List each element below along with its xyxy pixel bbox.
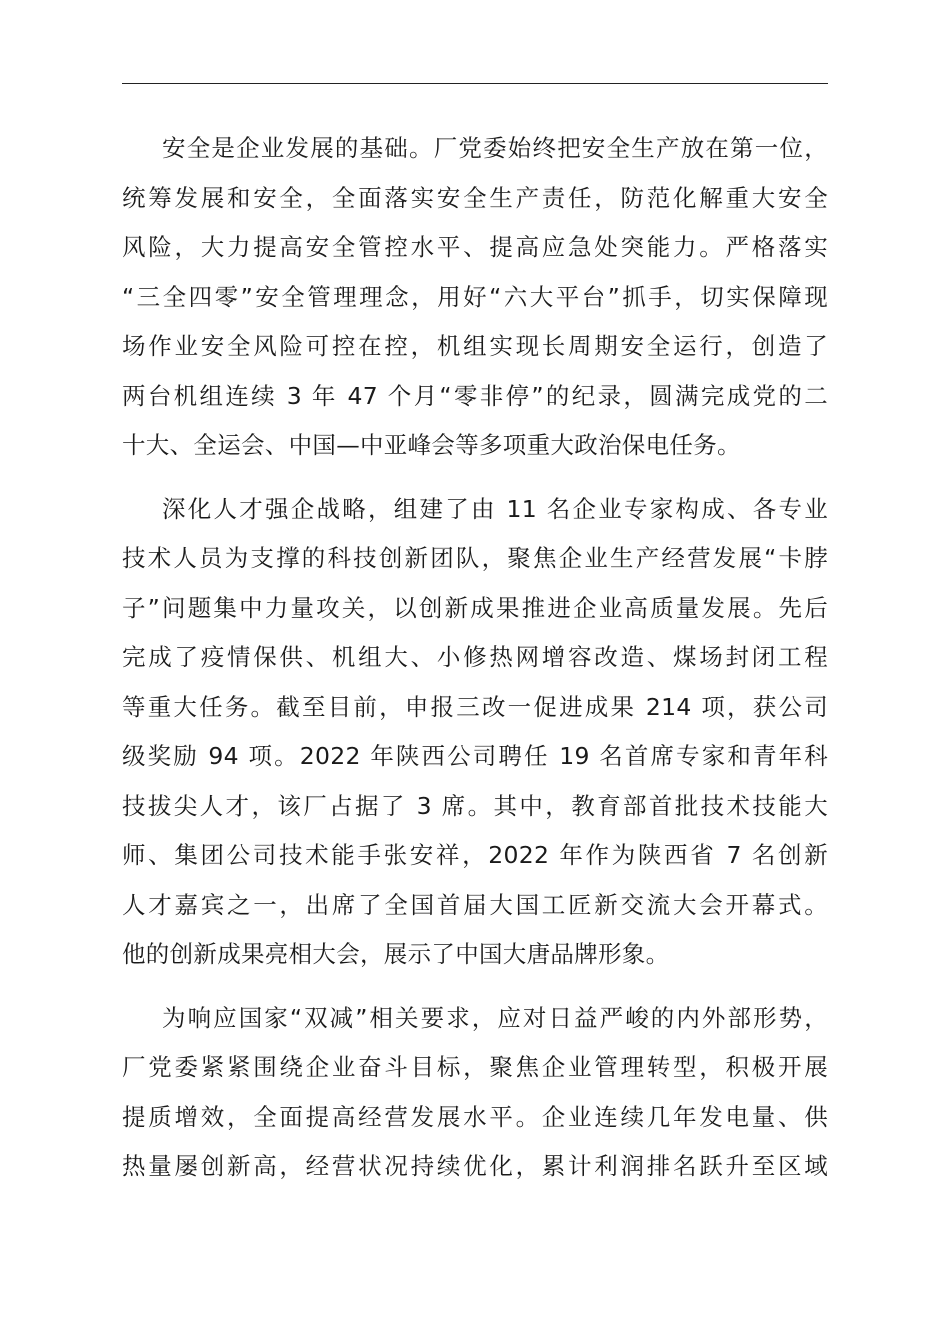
text-line: 人才嘉宾之一，出席了全国首届大国工匠新交流大会开幕式。 bbox=[122, 890, 828, 919]
text-line: 为响应国家“双减”相关要求，应对日益严峻的内外部形势， bbox=[162, 1003, 828, 1032]
paragraph-safety bbox=[122, 124, 828, 471]
text-line: 热量屡创新高，经营状况持续优化，累计利润排名跃升至区域 bbox=[122, 1152, 828, 1180]
text-line: 风险，大力提高安全管控水平、提高应急处突能力。严格落实 bbox=[122, 233, 828, 261]
text-line: 安全是企业发展的基础。厂党委始终把安全生产放在第一位， bbox=[162, 134, 828, 162]
text-line: 他的创新成果亮相大会，展示了中国大唐品牌形象。 bbox=[122, 940, 670, 968]
header-rule bbox=[122, 83, 828, 84]
text-line: 技拔尖人才，该厂占据了 3 席。其中，教育部首批技术技能大 bbox=[122, 791, 828, 820]
text-line: 技术人员为支撑的科技创新团队，聚焦企业生产经营发展“卡脖 bbox=[122, 544, 828, 572]
text-line: 提质增效，全面提高经营发展水平。企业连续几年发电量、供 bbox=[122, 1102, 828, 1131]
text-line: 子”问题集中力量攻关，以创新成果推进企业高质量发展。先后 bbox=[122, 593, 828, 622]
text-line: 完成了疫情保供、机组大、小修热网增容改造、煤场封闭工程 bbox=[122, 643, 828, 671]
paragraph-talent bbox=[122, 485, 828, 980]
text-line: 级奖励 94 项。2022 年陕西公司聘任 19 名首席专家和青年科 bbox=[122, 742, 828, 770]
text-line: “三全四零”安全管理理念，用好“六大平台”抓手，切实保障现 bbox=[122, 282, 828, 311]
text-line: 厂党委紧紧围绕企业奋斗目标，聚焦企业管理转型，积极开展 bbox=[122, 1053, 828, 1081]
paragraph-management bbox=[122, 994, 828, 1192]
text-line: 十大、全运会、中国—中亚峰会等多项重大政治保电任务。 bbox=[122, 431, 741, 459]
text-line: 深化人才强企战略，组建了由 11 名企业专家构成、各专业 bbox=[162, 494, 828, 523]
text-line: 场作业安全风险可控在控，机组实现长周期安全运行，创造了 bbox=[122, 332, 828, 360]
text-line: 师、集团公司技术能手张安祥，2022 年作为陕西省 7 名创新 bbox=[122, 841, 828, 869]
text-line: 两台机组连续 3 年 47 个月“零非停”的纪录，圆满完成党的二 bbox=[122, 381, 828, 410]
text-line: 等重大任务。截至目前，申报三改一促进成果 214 项，获公司 bbox=[122, 692, 828, 721]
text-line: 统筹发展和安全，全面落实安全生产责任，防范化解重大安全 bbox=[122, 183, 828, 212]
document-body bbox=[122, 124, 828, 1206]
